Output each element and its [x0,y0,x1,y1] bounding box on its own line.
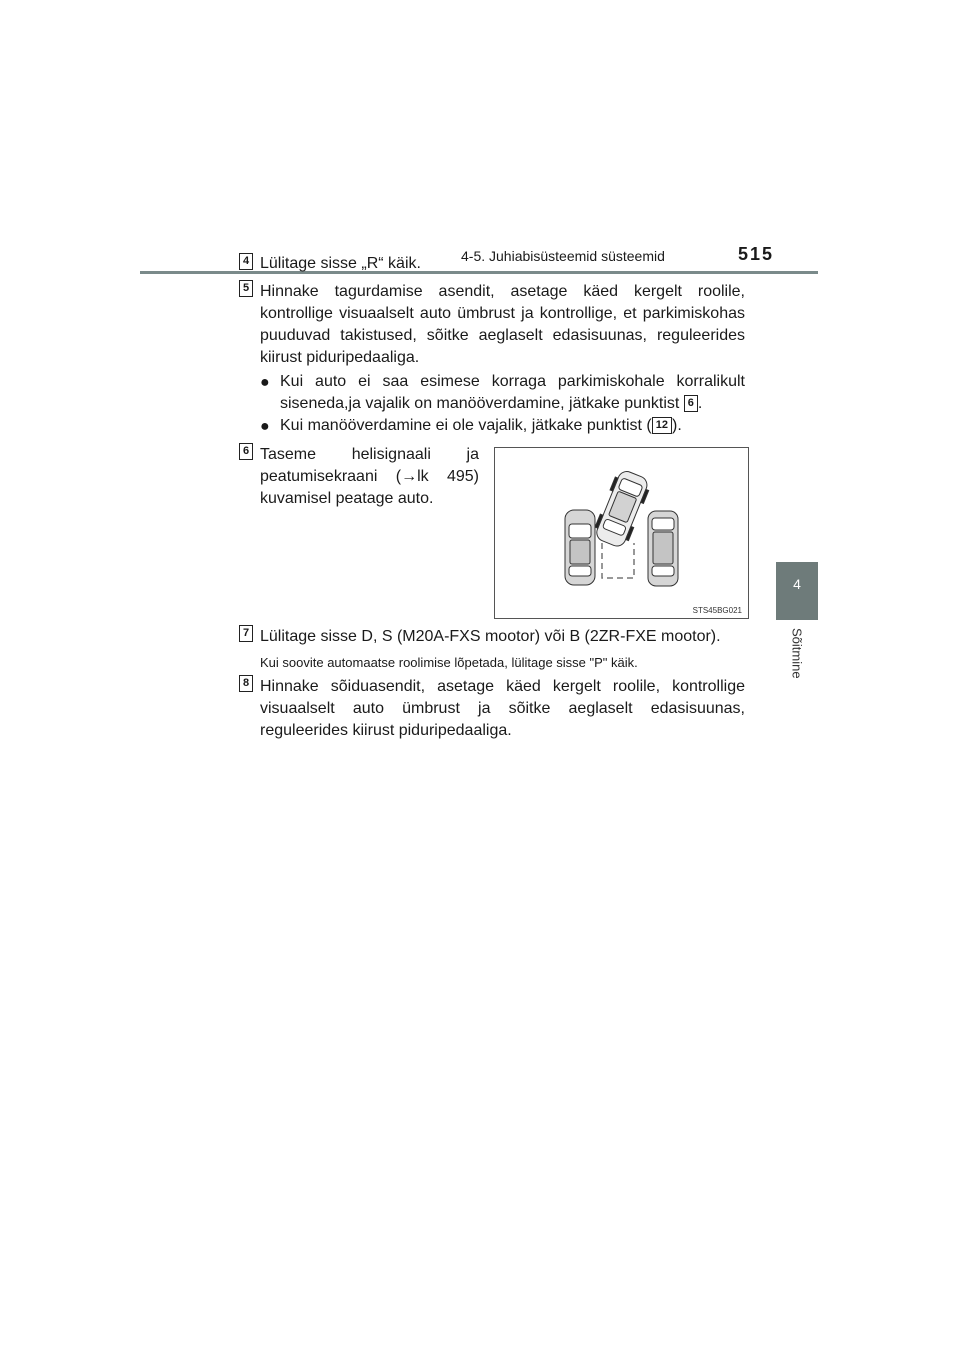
target-parking-space [602,543,634,578]
left-parked-car [565,510,595,585]
step-number-4: 4 [239,253,253,270]
step-number-5: 5 [239,280,253,297]
step-number-7: 7 [239,625,253,642]
step-4-text: Lülitage sisse „R“ käik. [260,255,421,272]
chapter-number: 4 [793,576,801,592]
step-7-text: Lülitage sisse D, S (M20A-FXS mootor) või B (2ZR-FXE mootor). [260,628,721,645]
bullet-1-marker: ● [260,374,270,391]
step-number-8: 8 [239,675,253,692]
bullet-1-text: Kui auto ei saa esimese korraga parkimiskohale korralikult siseneda,ja vajalik on manööverdamine, jätkake punktist [280,373,745,412]
bullet-2-end: ). [672,417,682,434]
right-parked-car [648,511,678,586]
chapter-title: Sõitmine [789,628,805,679]
chapter-tab [776,562,818,620]
step-8-text: Hinnake sõiduasendit, asetage käed kergelt roolile, kontrollige visuaalselt auto ümbrust ja sõitke aeglaselt edasisuunas, reguleerides kiirust piduripedaaliga. [260,678,745,739]
parking-cars-drawing [495,448,748,618]
step-reference-6[interactable]: 6 [684,395,698,412]
step-number-6: 6 [239,443,253,460]
step-7-note: Kui soovite automaatse roolimise lõpetada, lülitage sisse "P" käik. [260,655,638,670]
bullet-2-text: Kui manööverdamine ei ole vajalik, jätkake punktist ( [280,417,652,434]
step-reference-12[interactable]: 12 [652,417,672,434]
maneuvering-car [591,468,652,550]
figure-code: STS45BG021 [692,606,742,615]
bullet-1 [280,371,745,415]
page-number: 515 [738,244,775,264]
parking-illustration [494,447,749,619]
bullet-2 [280,415,745,437]
section-title: 4-5. Juhiabisüsteemid süsteemid [461,248,665,264]
step-6-text: Taseme helisignaali ja peatumisekraani (→lk 495) kuvamisel peatage auto. [260,446,479,507]
chapter-label [776,628,818,698]
step-5-text: Hinnake tagurdamise asendit, asetage käed kergelt roolile, kontrollige visuaalselt auto ümbrust ja kontrollige, et parkimiskohas puuduvad takistused, sõitke aeglaselt edasisuunas, reguleerides kiirust piduripedaaliga. [260,283,745,366]
bullet-2-marker: ● [260,418,270,435]
bullet-1-end: . [697,395,703,412]
